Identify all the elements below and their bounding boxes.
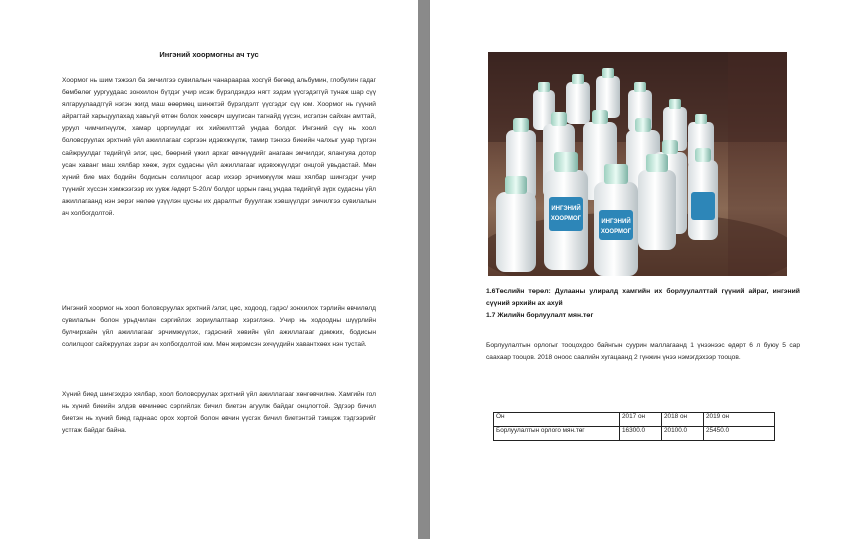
page-gutter [418,0,430,539]
sales-table [493,412,775,441]
svg-text:ХООРМОГ: ХООРМОГ [600,229,632,235]
table-cell: Он [494,413,620,427]
table-header-row [494,413,775,427]
table-cell: 25450.0 [704,427,775,441]
section-heading: 1.6Төслийн төрөл: Дулааны улиралд хамгийн их борлуулалттай гүүний айраг, ингэний сүүний эрхийн ах ахуй [486,288,800,307]
table-cell: 2019 он [704,413,775,427]
product-photo [488,52,787,276]
paragraph-4: Борлуулалтын орлогыг тооцохдоо байнгын суурин маллагаанд 1 үнээнээс өдөрт 6 л буюу 5 сар саахаар тооцов. 2018 оноос саалийн хугацаанд 2 гүнжин үнээ нэмэгдэхээр тооцов. [486,342,800,362]
table-cell: 16300.0 [620,427,662,441]
table-cell: 2018 он [662,413,704,427]
paragraph-1: Хоормог нь шим тэжээл ба эмчилгээ сувилалын чанараараа хосгүй бөгөөд альбумин, глобулин гадаг бөмбөлөг уургуудаас зонхилон бүтдэг учир исэж бүрэлдэхдээ нягт зэдэм үүсгэдэггүй тунаж шар сүү ялгаруулаадггүй нэгэн жигд маш өөөрмөц шинжтэй бүрэлдэлт үүсгэдэг сүү юм. Хоормог нь гүүний айрагтай харьцуулахад хавьгүй өтгөн болох хөөсөрч шуугисан тагнайд үүсэн, исгэлэн сайхан амттай, уруул чимчигнүүлж, хамар цоргиулдаг их хийжилттэй ундаа болдог. Ингэний сүү нь хоол боловсруулах эрхтний үйл ажиллагааг сэргээн идэвхжүүлж, тамир тэнхээ биеийн чалхыг ууар түргэн сайжруулдаг тедийгүй элэг, цөс, бөөрний үжил архаг өвчнүүдийг анагаан эмчилдэг, ялангуяа дотор усан хаванг маш хялбар хөөж, зүрх судасны үйл ажиллагааг идэвхжүүлдэг онцгой увьдастай. Мөн хүний бие мах бодийн бодисын солилцоог асар ихээр эрчимжүүлж маш хялбар шингэдэг учир түүнийг хүссэн хэмжээгээр их уувж /өдөрт 5-20л/ болдог цорын ганц ундаа тедийгүй зүрх судасны үйл ажиллагаанд нэн эерэг нөлөө үзүүлэн цусны их даралтыг бууулгаж хэвшүүлдэг эмчилгээ сувилалын ач холбогдолтой. [62,77,376,218]
page-title: Ингэний хоормогны ач тус [159,50,259,59]
svg-text:ИНГЭНИЙ: ИНГЭНИЙ [551,206,581,212]
table-cell: 2017 он [620,413,662,427]
table-row [494,427,775,441]
table-cell: 20100.0 [662,427,704,441]
paragraph-3: Хүний биед шингэхдээ хялбар, хоол боловсруулах эрхтний үйл ажиллагааг хөнгөвчилнө. Хамгийн гол нь хүний биеийн элдэв өвчинөөс сэргийлэх бичил биетэн агуулж байдаг онцлогтой. Эдгээр бичил биетэн нь хүний биед гаднаас орох хортой болон өвчин үүсгэх бичил биетэнтэй тэмцэж тэдгээрийг устгаж байдаг байна. [62,391,376,435]
section-heading-block [486,286,800,321]
bottles-illustration [488,52,787,276]
svg-text:ХООРМОГ: ХООРМОГ [550,216,582,222]
paragraph-2: Ингэний хоормог нь хоол боловсруулах эрхтний /элэг, цөс, ходоод, гэдэс/ зонхилох тэрлийн өвчилөлд сувилалын болон урьдчилан сэргийлэх зориулалтаар хэрэглэнэ. Учир нь ходоодны шүүрлийн булчирхайн үйл ажиллагааг эрчимжүүлэх, гэдэсний хөвийн үйл ажиллагааг дэмжих, бодисын солилцоог сайжруулах зэрэг ач холбогдолтой юм. Мөн жирэмсэн эхчүүдийн хавантхөөх нэн тустай. [62,305,376,349]
section-subheading: 1.7 Жилийн борлуулалт мян.төг [486,311,594,319]
table-cell: Борлуулалтын орлого мян.төг [494,427,620,441]
svg-text:ИНГЭНИЙ: ИНГЭНИЙ [601,219,631,225]
